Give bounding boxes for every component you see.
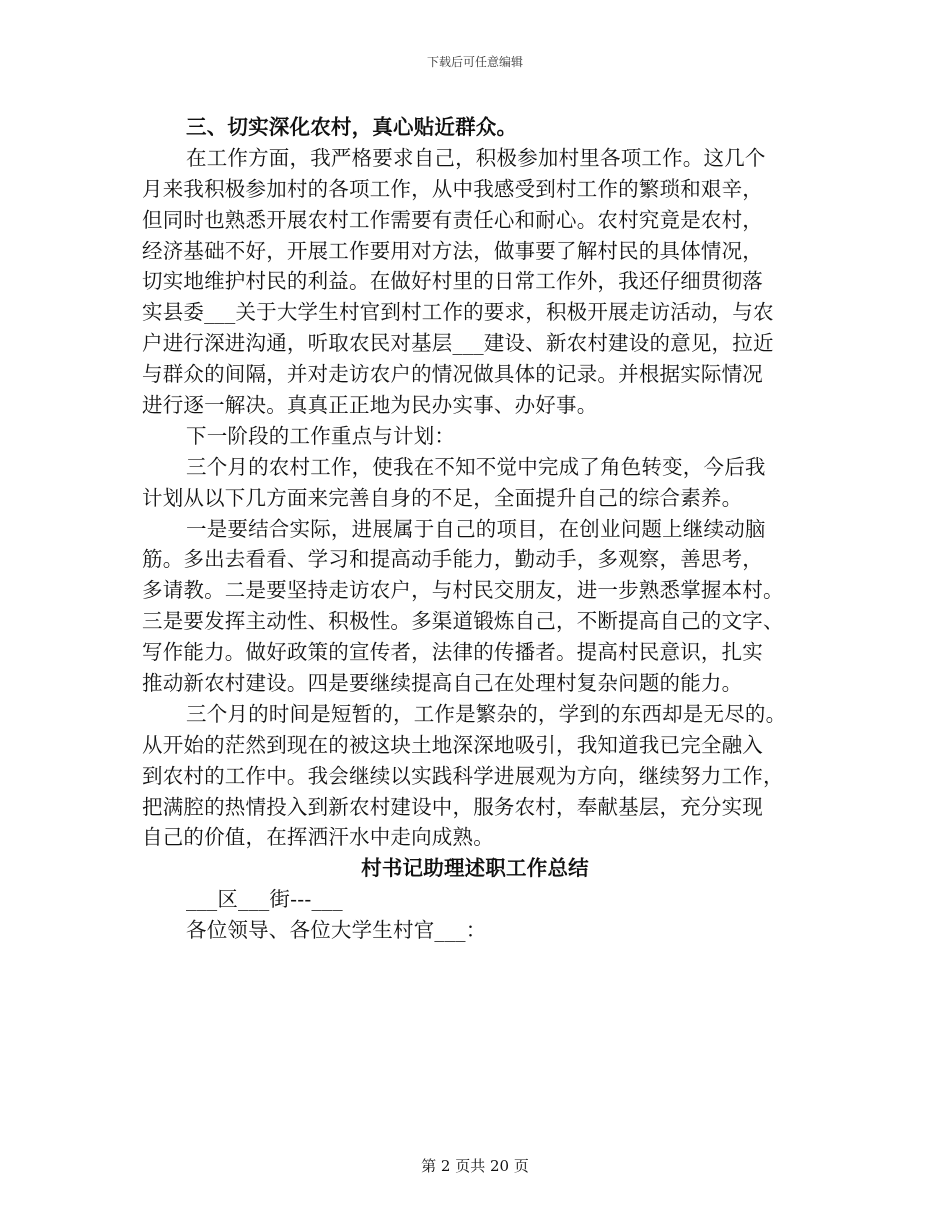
subheading-next-plan: 下一阶段的工作重点与计划： (186, 423, 456, 448)
paragraph-line: 切实地维护村民的利益。在做好村里的日常工作外，我还仔细贯彻落 (142, 269, 763, 294)
paragraph-conclusion (142, 699, 808, 853)
paragraph-line: 但同时也熟悉开展农村工作需要有责任心和耐心。农村究竟是农村， (142, 207, 763, 232)
paragraph-line: 写作能力。做好政策的宣传者，法律的传播者。提高村民意识，扎实 (142, 640, 763, 665)
paragraph-work-aspect (142, 143, 808, 421)
paragraph-line: 推动新农村建设。四是要继续提高自己在处理村复杂问题的能力。 (142, 671, 743, 696)
paragraph-line: 与群众的间隔，并对走访农户的情况做具体的记录。并根据实际情况 (142, 362, 763, 387)
paragraph-line: 在工作方面，我严格要求自己，积极参加村里各项工作。这几个 (186, 145, 766, 170)
paragraph-line: 多请教。二是要坚持走访农户，与村民交朋友，进一步熟悉掌握本村。 (142, 578, 784, 603)
salutation: 各位领导、各位大学生村官___： (186, 918, 487, 943)
paragraph-line: 计划从以下几方面来完善自身的不足，全面提升自己的综合素养。 (142, 485, 743, 510)
page-footer: 第 2 页共 20 页 (421, 1157, 529, 1175)
paragraph-line: 一是要结合实际，进展属于自己的项目，在创业问题上继续动脑 (186, 516, 766, 541)
document-title: 村书记助理述职工作总结 (361, 856, 589, 881)
section-heading: 三、切实深化农村，真心贴近群众。 (186, 115, 518, 139)
paragraph-line: 到农村的工作中。我会继续以实践科学进展观为方向，继续努力工作， (142, 763, 784, 788)
page-header: 下载后可任意编辑 (426, 55, 523, 69)
byline: ___区___街---___ (186, 887, 343, 912)
paragraph-line: 进行逐一解决。真真正正地为民办实事、办好事。 (142, 393, 598, 418)
paragraph-line: 户进行深进沟通，听取农民对基层___建设、新农村建设的意见，拉近 (142, 331, 774, 356)
paragraph-line: 月来我积极参加村的各项工作，从中我感受到村工作的繁琐和艰辛， (142, 176, 763, 201)
paragraph-plan-items (142, 514, 808, 699)
paragraph-line: 从开始的茫然到现在的被这块土地深深地吸引，我知道我已完全融入 (142, 732, 763, 757)
paragraph-line: 把满腔的热情投入到新农村建设中，服务农村，奉献基层，充分实现 (142, 794, 763, 819)
paragraph-plan-intro (142, 452, 808, 514)
document-body (142, 112, 808, 946)
paragraph-line: 经济基础不好，开展工作要用对方法，做事要了解村民的具体情况， (142, 238, 763, 263)
paragraph-line: 三是要发挥主动性、积极性。多渠道锻炼自己，不断提高自己的文字、 (142, 609, 784, 634)
paragraph-line: 三个月的时间是短暂的，工作是繁杂的，学到的东西却是无尽的。 (186, 701, 787, 726)
paragraph-line: 三个月的农村工作，使我在不知不觉中完成了角色转变，今后我 (186, 454, 766, 479)
paragraph-line: 自己的价值，在挥洒汗水中走向成熟。 (142, 825, 494, 850)
paragraph-line: 实县委___关于大学生村官到村工作的要求，积极开展走访活动，与农 (142, 300, 774, 325)
paragraph-line: 筋。多出去看看、学习和提高动手能力，勤动手，多观察，善思考， (142, 547, 763, 572)
